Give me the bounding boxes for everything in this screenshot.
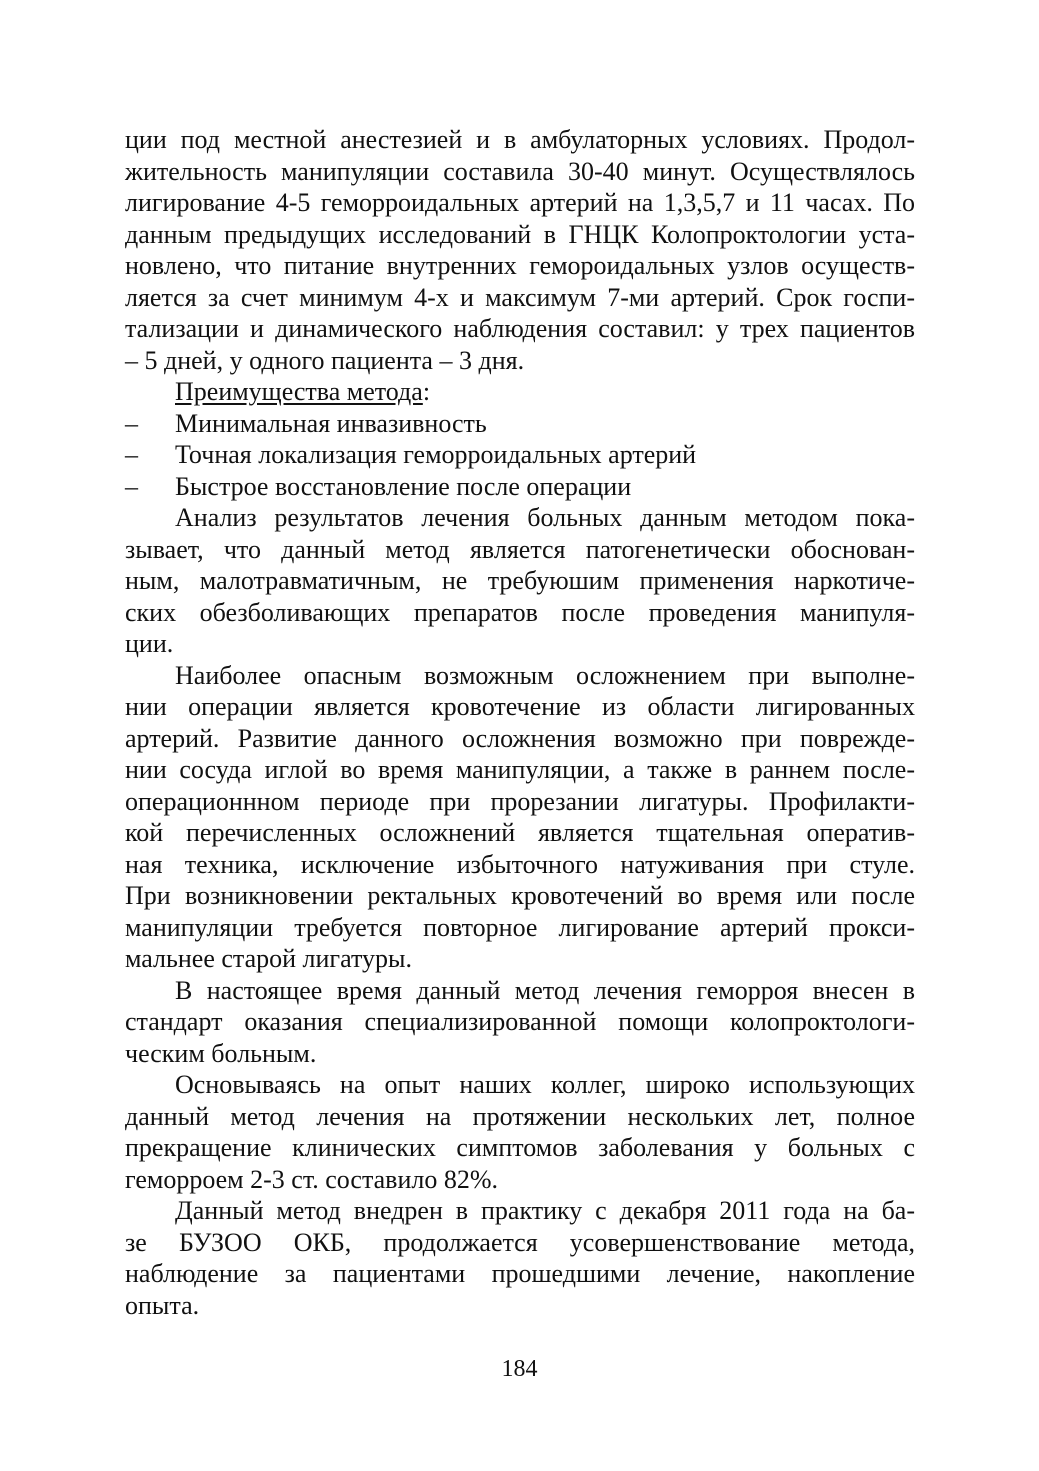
list-item-text: Точная локализация геморроидальных артерий	[175, 440, 697, 469]
paragraph-complications	[125, 660, 915, 975]
text-line: ции под местной анестезией и в амбулаторных условиях. Продол-	[125, 125, 915, 154]
list-item-text: Минимальная инвазивность	[175, 408, 487, 438]
dash-marker: –	[125, 408, 138, 438]
text-line: операционнном периоде при прорезании лигатуры. Профилакти-	[125, 786, 915, 816]
text-line: данным предыдущих исследований в ГНЦК Колопроктологии уста-	[125, 219, 915, 249]
text-line: – 5 дней, у одного пациента – 3 дня.	[125, 345, 525, 375]
advantages-heading-text: Преимущества метода	[175, 377, 423, 406]
text-line: новлено, что питание внутренних гемороидальных узлов осуществ-	[125, 251, 915, 280]
text-line: ная техника, исключение избыточного натуживания при стуле.	[125, 849, 915, 879]
text-line: Данный метод внедрен в практику с декабря 2011 года на ба-	[175, 1196, 915, 1225]
text-line: ческим больным.	[125, 1038, 317, 1068]
text-line: При возникновении ректальных кровотечений во время или после	[125, 881, 915, 910]
text-line: Анализ результатов лечения больных данным методом пока-	[175, 503, 915, 532]
text-line: В настоящее время данный метод лечения геморроя внесен в	[175, 975, 915, 1005]
text-line: нии сосуда иглой во время манипуляции, а также в раннем после-	[125, 755, 915, 784]
text-line: зе БУЗОО ОКБ, продолжается усовершенствование метода,	[125, 1227, 915, 1257]
text-line: геморроем 2-3 ст. составило 82%.	[125, 1164, 499, 1194]
advantages-heading	[125, 376, 915, 408]
text-line: лигирование 4-5 геморроидальных артерий на 1,3,5,7 и 11 часах. По	[125, 188, 915, 217]
text-line: ции.	[125, 629, 174, 658]
text-line: кой перечисленных осложнений является тщательная оператив-	[125, 818, 915, 847]
page-number: 184	[501, 1356, 538, 1382]
text-line: Наиболее опасным возможным осложнением при выполне-	[175, 660, 915, 690]
text-line: артерий. Развитие данного осложнения возможно при поврежде-	[125, 723, 915, 753]
dash-marker: –	[125, 440, 138, 469]
text-line: жительность манипуляции составила 30-40 минут. Осуществлялось	[125, 156, 915, 186]
list-item	[125, 439, 915, 471]
dash-marker: –	[125, 471, 138, 501]
list-item	[125, 408, 915, 440]
paragraph-analysis	[125, 502, 915, 660]
list-item-text: Быстрое восстановление после операции	[175, 471, 632, 501]
text-line: наблюдение за пациентами прошедшими лечение, накопление	[125, 1259, 915, 1288]
advantages-list	[125, 408, 915, 503]
page-body	[125, 124, 915, 1321]
text-line: зывает, что данный метод является патогенетически обоснован-	[125, 534, 915, 564]
text-line: ным, малотравматичным, не требуюшим применения наркотиче-	[125, 566, 915, 595]
text-line: мальнее старой лигатуры.	[125, 944, 412, 973]
text-line: Основываясь на опыт наших коллег, широко использующих	[175, 1070, 915, 1099]
paragraph-procedure	[125, 124, 915, 376]
text-line: тализации и динамического наблюдения составил: у трех пациентов	[125, 314, 915, 343]
text-line: опыта.	[125, 1290, 200, 1320]
list-item	[125, 471, 915, 503]
paragraph-standard	[125, 975, 915, 1070]
text-line: манипуляции требуется повторное лигирование артерий прокси-	[125, 912, 915, 942]
text-line: стандарт оказания специализированной помощи колопроктологи-	[125, 1007, 915, 1036]
text-line: нии операции является кровотечение из области лигированных	[125, 692, 915, 721]
advantages-heading-colon: :	[422, 377, 431, 406]
paragraph-experience	[125, 1069, 915, 1195]
text-line: ляется за счет минимум 4-х и максимум 7-ми артерий. Срок госпи-	[125, 282, 915, 312]
text-line: прекращение клинических симптомов заболевания у больных с	[125, 1133, 915, 1162]
paragraph-implementation	[125, 1195, 915, 1321]
text-line: данный метод лечения на протяжении нескольких лет, полное	[125, 1101, 915, 1131]
text-line: ских обезболивающих препаратов после проведения манипуля-	[125, 597, 915, 627]
